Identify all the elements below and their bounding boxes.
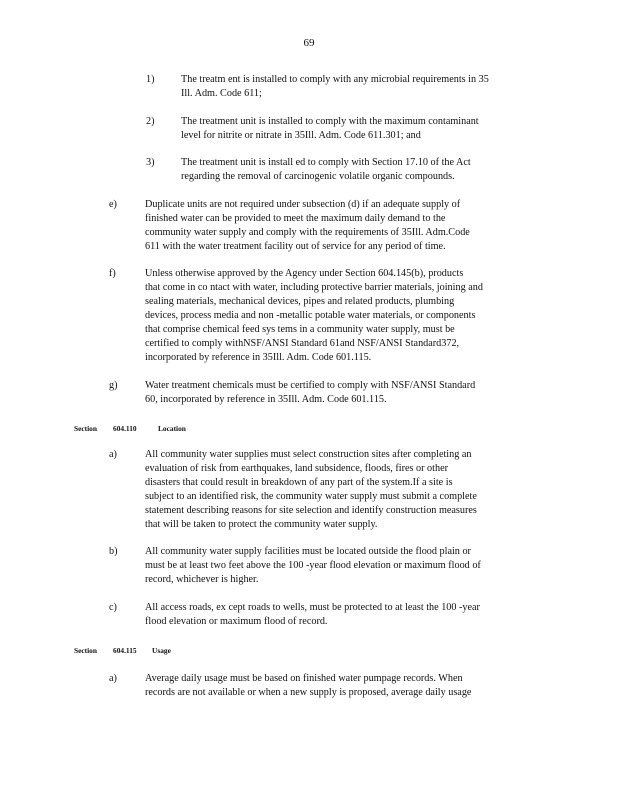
list-item-text: The treatm ent is installed to comply with any microbial requirements in 35 Ill. Adm. Code 611;: [181, 74, 489, 99]
list-item-text: The treatment unit is installed to comply with the maximum contaminant level for nitrite or nitrate in 35Ill. Adm. Code 611.301; and: [181, 116, 479, 141]
section-word: Section: [74, 424, 97, 433]
section-word: Section: [74, 646, 97, 655]
list-item-text: All community water supply facilities must be located outside the flood plain or must be at least two feet above the 100 -year flood elevation or maximum flood of record, whichever is higher.: [145, 546, 481, 585]
list-item-label: f): [109, 268, 116, 279]
list-item-text: Unless otherwise approved by the Agency under Section 604.145(b), products that come in co ntact with water, including protective barrier materials, joining and sealing materials, mechanical devices, pipes and related products, plumbing devices, process media and non -metallic potable water materials, or components that comprise chemical feed sys tems in a community water supply, must be certified to comply withNSF/ANSI Standard 61and NSF/ANSI Standard372, incorporated by reference in 35Ill. Adm. Code 601.115.: [145, 268, 483, 363]
section-number: 604.110: [113, 424, 137, 433]
list-item-label: e): [109, 199, 117, 210]
list-item-label: g): [109, 380, 118, 391]
list-item-text: The treatment unit is install ed to comply with Section 17.10 of the Act regarding the removal of carcinogenic volatile organic compounds.: [181, 157, 471, 182]
section-title: Location: [158, 424, 186, 433]
section-number: 604.115: [113, 646, 137, 655]
list-item-label: c): [109, 602, 117, 613]
list-item-text: All community water supplies must select construction sites after completing an evaluation of risk from earthquakes, land subsidence, floods, fires or other disasters that could result in breakdown of any part of the system.If a site is subject to an identified risk, the community water supply must submit a complete statement describing reasons for site selection and identify construction measures that will be taken to protect the community water supply.: [145, 449, 477, 530]
list-item-text: Water treatment chemicals must be certified to comply with NSF/ANSI Standard 60, incorporated by reference in 35Ill. Adm. Code 601.115.: [145, 380, 476, 405]
list-item-text: All access roads, ex cept roads to wells, must be protected to at least the 100 -year flood elevation or maximum flood of record.: [145, 602, 480, 627]
list-item-label: a): [109, 449, 117, 460]
page-number: 69: [303, 37, 315, 49]
section-title: Usage: [152, 646, 171, 655]
list-item-label: 2): [146, 116, 155, 127]
list-item-text: Duplicate units are not required under subsection (d) if an adequate supply of finished water can be provided to meet the maximum daily demand to the community water supply and comply with the requirements of 35Ill. Adm.Code 611 with the water treatment facility out of service for any period of time.: [145, 199, 470, 252]
list-item-label: b): [109, 546, 118, 557]
list-item-label: 1): [146, 74, 155, 85]
list-item-text: Average daily usage must be based on finished water pumpage records. When records are not available or when a new supply is proposed, average daily usage: [145, 673, 472, 698]
list-item-label: a): [109, 673, 117, 684]
list-item-label: 3): [146, 157, 155, 168]
